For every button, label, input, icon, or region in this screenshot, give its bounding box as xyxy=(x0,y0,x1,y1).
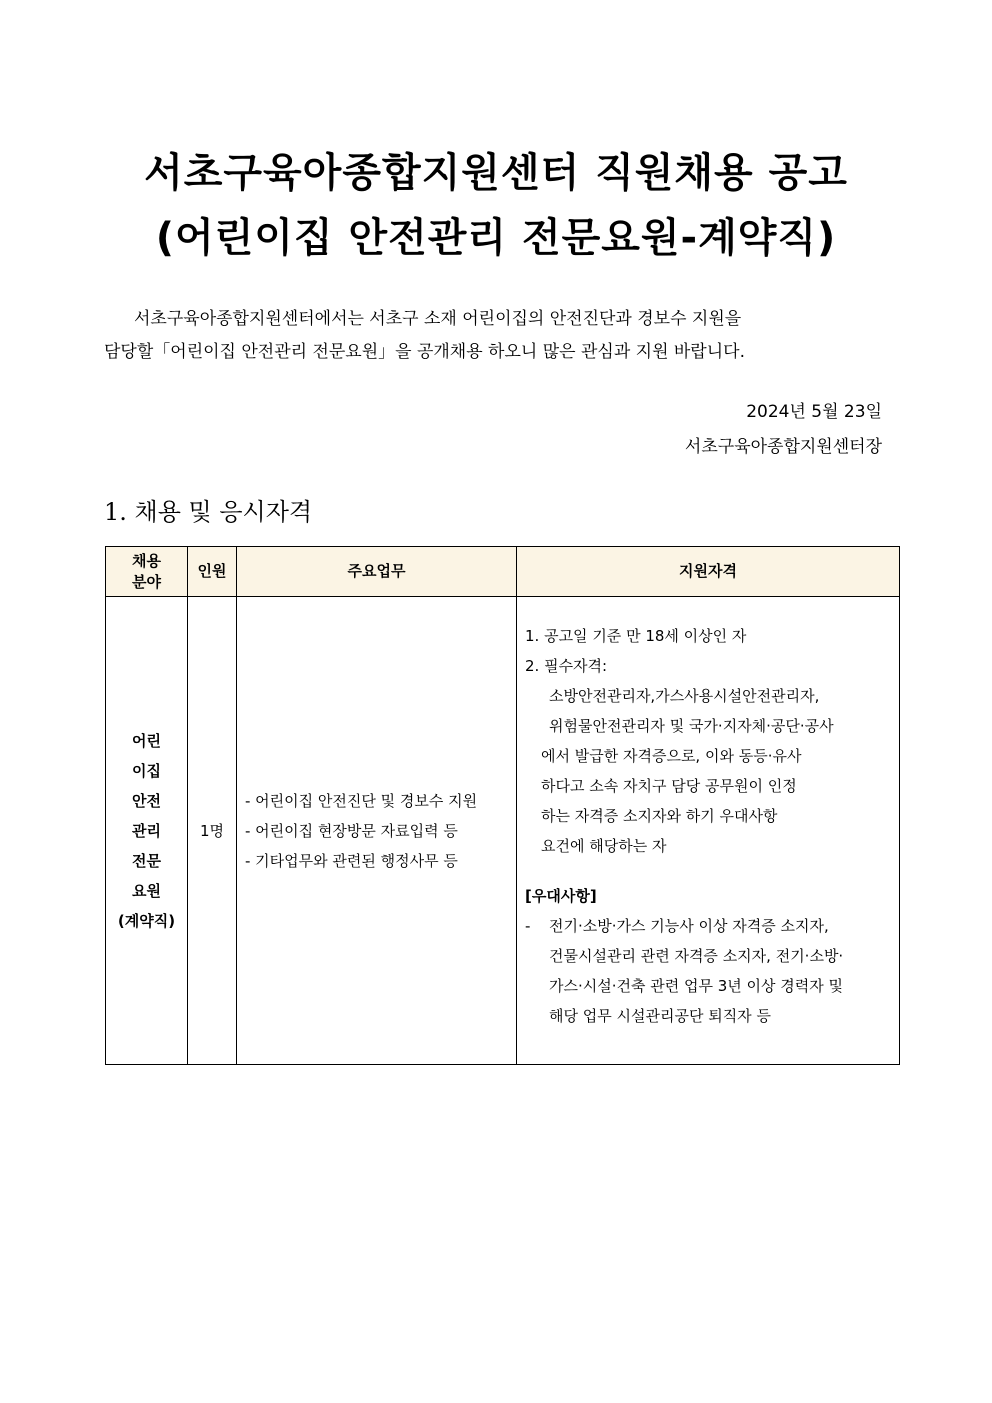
cell-count: 1명 xyxy=(188,597,237,1065)
preference-line: 가스·시설·건축 관련 업무 3년 이상 경력자 및 xyxy=(549,977,844,995)
recruitment-table xyxy=(105,546,900,1065)
header-duties: 주요업무 xyxy=(237,547,517,597)
duty-item: - 어린이집 현장방문 자료입력 등 xyxy=(245,821,458,840)
qualification-detail-line: 요건에 해당하는 자 xyxy=(541,837,667,855)
issuer-signature: 서초구육아종합지원센터장 xyxy=(684,437,882,457)
section-heading: 1. 채용 및 응시자격 xyxy=(104,498,313,526)
header-field: 채용 분야 xyxy=(106,547,188,597)
table-header-row xyxy=(106,547,900,597)
announcement-date: 2024년 5월 23일 xyxy=(746,402,882,422)
qualification-item-2: 2. 필수자격: xyxy=(525,657,608,675)
preference-line: - 전기·소방·가스 기능사 이상 자격증 소지자, xyxy=(525,911,893,941)
qualification-detail-line: 에서 발급한 자격증으로, 이와 동등·유사 xyxy=(541,747,802,765)
dash-bullet: - xyxy=(525,917,531,935)
duty-item: - 기타업무와 관련된 행정사무 등 xyxy=(245,851,458,870)
qualification-detail-line: 하다고 소속 자치구 담당 공무원이 인정 xyxy=(541,777,797,795)
cell-qualifications xyxy=(517,597,900,1065)
duty-item: - 어린이집 안전진단 및 경보수 지원 xyxy=(245,791,478,810)
preference-line: 해당 업무 시설관리공단 퇴직자 등 xyxy=(549,1007,771,1025)
header-count: 인원 xyxy=(188,547,237,597)
qualification-item-1: 1. 공고일 기준 만 18세 이상인 자 xyxy=(525,627,747,645)
intro-paragraph-line-1: 서초구육아종합지원센터에서는 서초구 소재 어린이집의 안전진단과 경보수 지원을 xyxy=(134,309,742,329)
intro-paragraph-line-2: 담당할「어린이집 안전관리 전문요원」을 공개채용 하오니 많은 관심과 지원 바랍니다. xyxy=(104,342,745,362)
document-subtitle: (어린이집 안전관리 전문요원-계약직) xyxy=(155,215,837,261)
preference-heading: [우대사항] xyxy=(525,887,597,905)
table-row xyxy=(106,597,900,1065)
header-qualifications: 지원자격 xyxy=(517,547,900,597)
qualification-detail-line: 하는 자격증 소지자와 하기 우대사항 xyxy=(541,807,778,825)
qualification-detail-line: 위험물안전관리자 및 국가·지자체·공단·공사 xyxy=(549,717,834,735)
qualification-detail-line: 소방안전관리자,가스사용시설안전관리자, xyxy=(549,687,820,705)
document-title: 서초구육아종합지원센터 직원채용 공고 xyxy=(144,150,848,196)
preference-line: 건물시설관리 관련 자격증 소지자, 전기·소방· xyxy=(549,947,844,965)
cell-field: 어린 이집 안전 관리 전문 요원 (계약직) xyxy=(106,597,188,1065)
cell-duties xyxy=(237,597,517,1065)
